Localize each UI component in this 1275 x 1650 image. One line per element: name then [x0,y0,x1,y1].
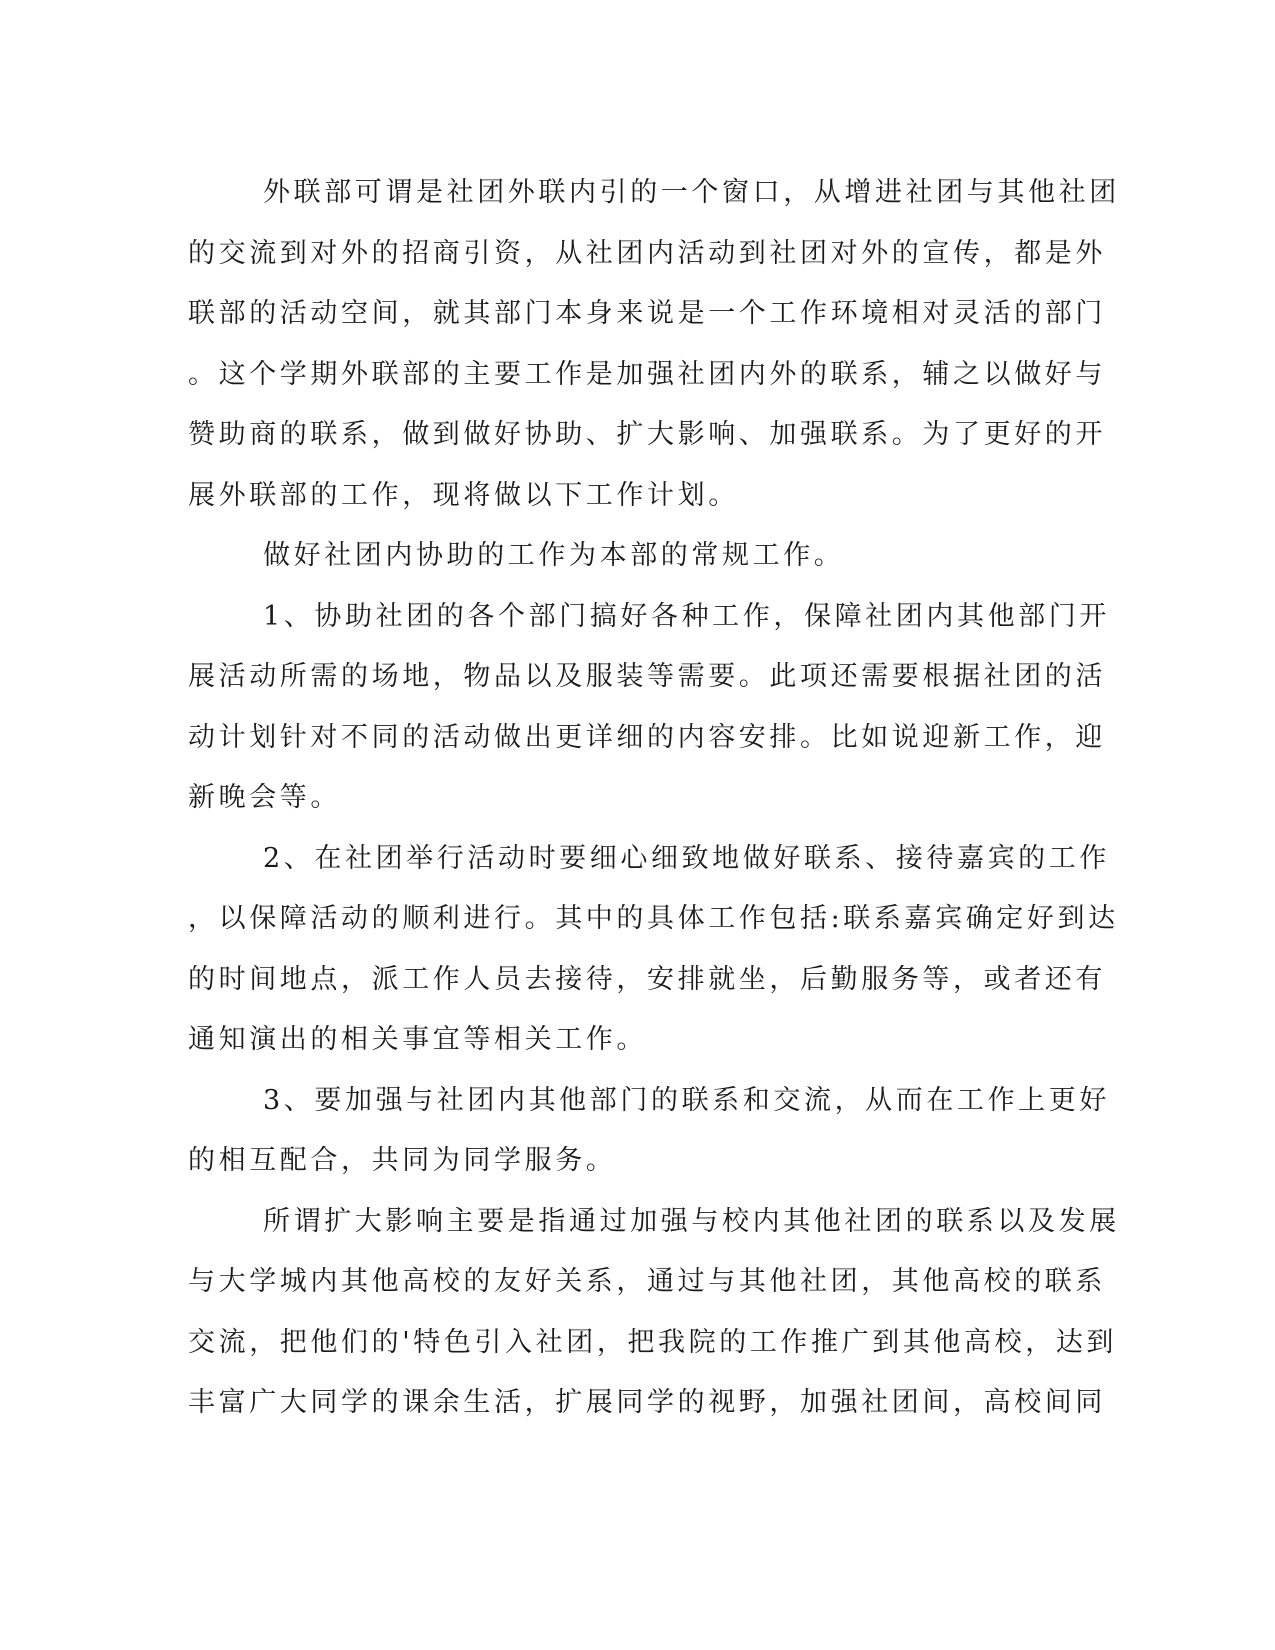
text-line: 2、在社团举行活动时要细心细致地做好联系、接待嘉宾的工作 [263,842,1110,874]
text-line: 3、要加强与社团内其他部门的联系和交流，从而在工作上更好 [263,1084,1110,1116]
text-line: 新晚会等。 [188,782,341,813]
text-line: 与大学城内其他高校的友好关系，通过与其他社团，其他高校的联系 [188,1266,1106,1297]
text-line: 的相互配合，共同为同学服务。 [188,1145,617,1176]
text-line: 展外联部的工作，现将做以下工作计划。 [188,479,739,511]
text-line: ，以保障活动的顺利进行。其中的具体工作包括:联系嘉宾确定好到达 [188,903,1119,934]
text-line: 的交流到对外的招商引资，从社团内活动到社团对外的宣传，都是外 [188,237,1106,269]
text-line: 的时间地点，派工作人员去接待，安排就坐，后勤服务等，或者还有 [188,963,1106,995]
text-line: 展活动所需的场地，物品以及服装等需要。此项还需要根据社团的活 [188,661,1106,692]
text-line: 赞助商的联系，做到做好协助、扩大影响、加强联系。为了更好的开 [188,419,1106,450]
text-line: 。这个学期外联部的主要工作是加强社团内外的联系，辅之以做好与 [188,358,1106,390]
text-line: 所谓扩大影响主要是指通过加强与校内其他社团的联系以及发展 [263,1205,1120,1237]
text-line: 1、协助社团的各个部门搞好各种工作，保障社团内其他部门开 [263,600,1110,632]
text-line: 做好社团内协助的工作为本部的常规工作。 [263,540,845,571]
text-line: 联部的活动空间，就其部门本身来说是一个工作环境相对灵活的部门 [188,298,1106,329]
text-line: 外联部可谓是社团外联内引的一个窗口，从增进社团与其他社团 [263,177,1120,208]
text-line: 丰富广大同学的课余生活，扩展同学的视野，加强社团间，高校间同 [188,1387,1106,1418]
text-line: 交流，把他们的'特色引入社团，把我院的工作推广到其他高校，达到 [188,1326,1118,1358]
document-body [188,163,1120,1434]
text-line: 动计划针对不同的活动做出更详细的内容安排。比如说迎新工作，迎 [188,721,1106,753]
text-line: 通知演出的相关事宜等相关工作。 [188,1024,647,1055]
